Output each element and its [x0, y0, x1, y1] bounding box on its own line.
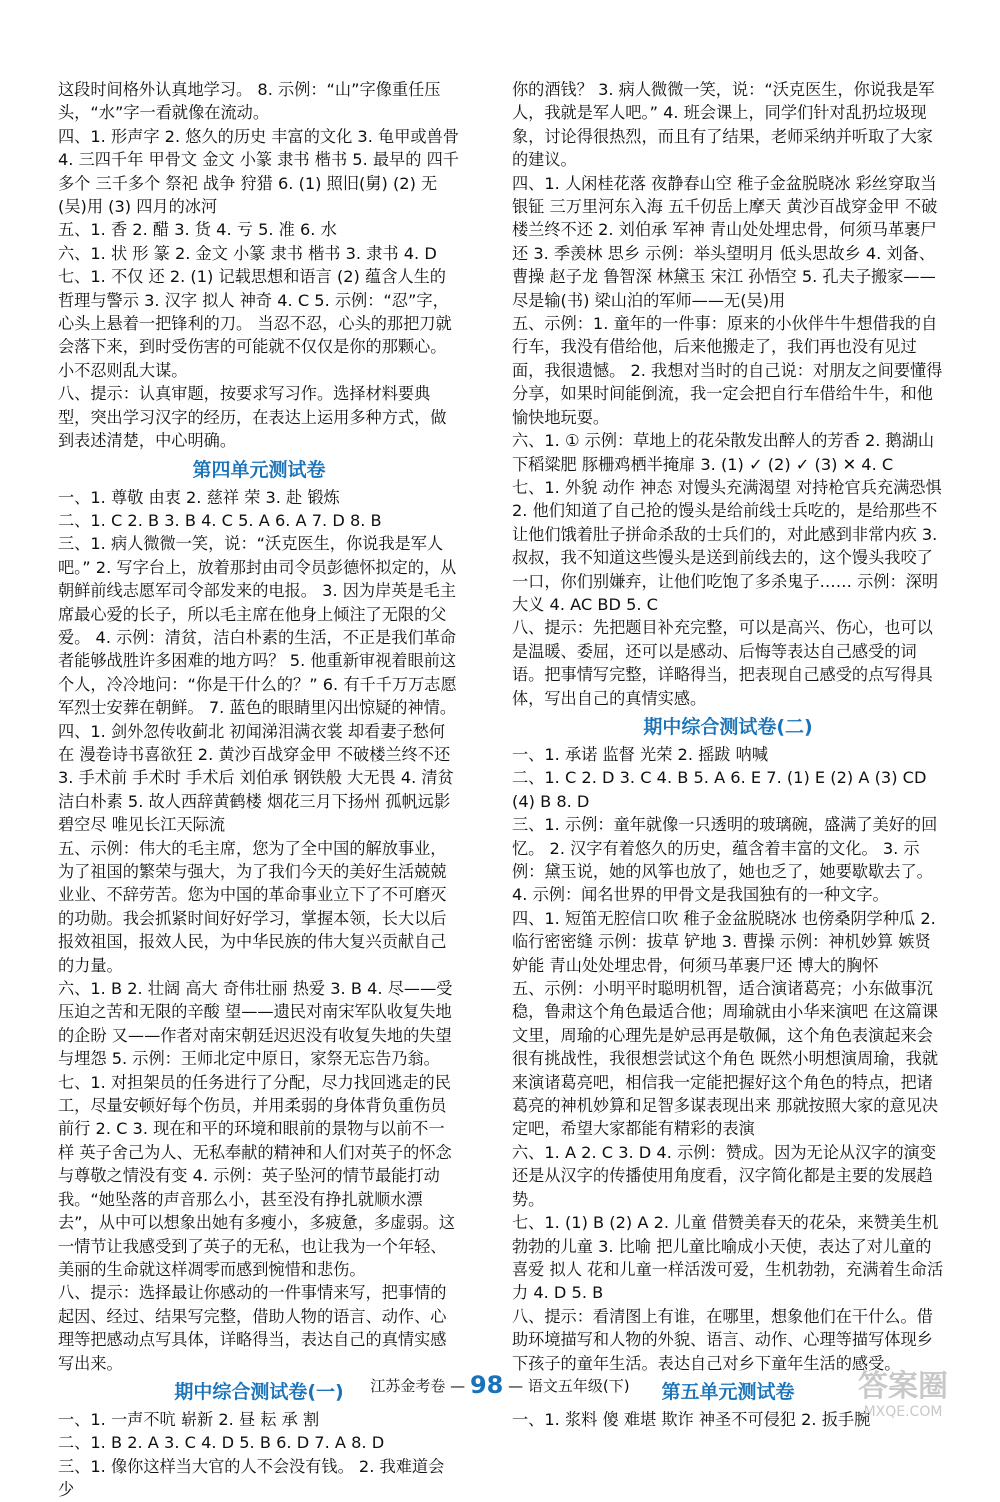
answer-paragraph: 五、示例：伟大的毛主席，您为了全中国的解放事业，为了祖国的繁荣与强大，为了我们今天的美好生活兢兢业业、不辞劳苦。您为中国的革命事业立下了不可磨灭的功勋。我会抓紧时间好好学习，掌握本领，长大以后报效祖国，报效人民，为中华民族的伟大复兴贡献自己的力量。: [58, 838, 447, 975]
answer-paragraph: 一、1. 浆料 傻 难堪 欺诈 神圣不可侵犯 2. 扳手腕: [512, 1409, 871, 1429]
footer-dash: —: [508, 1377, 524, 1395]
section-heading: 第四单元测试卷: [192, 458, 326, 481]
answer-paragraph: 四、1. 形声字 2. 悠久的历史 丰富的文化 3. 龟甲或兽骨 4. 三四千年 甲骨文 金文 小篆 隶书 楷书 5. 最早的 四千多个 三千多个 祭祀 战争 狩猎 6. (1) 照旧(舅) (2) 无(吴)用 (3) 四月的冰河: [58, 126, 465, 217]
answer-paragraph: 八、提示：选择最让你感动的一件事情来写，把事情的起因、经过、结果写完整，借助人物的语言、动作、心理等把感动点写具体，详略得当，表达自己的真情实感写出来。: [58, 1283, 447, 1373]
watermark-logo: [828, 1362, 978, 1420]
answer-paragraph: 八、提示：看清图上有谁，在哪里，想象他们在干什么。借助环境描写和人物的外貌、语言、动作、心理等描写体现乡下孩子的童年生活。表达自己对乡下童年生活的感受。: [512, 1306, 933, 1373]
answer-paragraph: 七、1. 不仅 还 2. (1) 记载思想和语言 (2) 蕴含人生的哲理与警示 3. 汉字 拟人 神奇 4. C 5. 示例：“忍”字，心头上悬着一把锋利的刀。 当忍不忍，心头的那把刀就会落下来，到时受伤害的可能就不仅仅是你的那颗心。小不忍则乱大谋。: [58, 267, 452, 380]
answer-paragraph: 六、1. 状 形 篆 2. 金文 小篆 隶书 楷书 3. 隶书 4. D: [58, 243, 437, 263]
answer-paragraph: 你的酒钱？ 3. 病人微微一笑，说：“沃克医生，你说我是军人，我就是军人吧。” 4. 班会课上，同学们针对乱扔垃圾现象，讨论得很热烈，而且有了结果，老师采纳并听取了大家的建议。: [512, 80, 935, 170]
footer-book-title: 江苏金考卷: [370, 1377, 446, 1395]
answer-paragraph: 六、1. ① 示例：草地上的花朵散发出醉人的芳香 2. 鹅湖山下稻粱肥 豚栅鸡栖半掩扉 3. (1) ✓ (2) ✓ (3) ✕ 4. C: [512, 431, 935, 474]
answer-paragraph: 四、1. 人闲桂花落 夜静春山空 稚子金盆脱晓冰 彩丝穿取当银钲 三万里河东入海 五千仞岳上摩天 黄沙百战穿金甲 不破楼兰终不还 2. 刘伯承 军神 青山处处埋忠骨，何须马革裹尸还 3. 季羡林 思乡 示例：举头望明月 低头思故乡 4. 刘备、曹操 赵子龙 鲁智深 林黛玉 宋江 孙悟空 5. 孔夫子搬家——尽是输(书) 梁山泊的军师——无(吴)用: [512, 173, 938, 310]
answer-paragraph: 七、1. 外貌 动作 神态 对馒头充满渴望 对持枪官兵充满恐惧 2. 他们知道了自己抢的馒头是给前线士兵吃的，是给那些不让他们饿着肚子拼命杀敌的士兵们的，对此感到非常内疚 3. 叔叔，我不知道这些馒头是送到前线去的，这个馒头我咬了一口，你们别嫌弃，让他们吃饱了多杀鬼子…… 示例：深明大义 4. AC BD 5. C: [512, 477, 947, 614]
section-heading: 期中综合测试卷(一): [174, 1380, 344, 1403]
watermark-subtext: MXQE.COM: [863, 1404, 943, 1420]
answer-paragraph: 二、1. B 2. A 3. C 4. D 5. B 6. D 7. A 8. D: [58, 1433, 385, 1453]
footer-dash: —: [450, 1377, 466, 1395]
answer-paragraph: 一、1. 一声不吭 崭新 2. 昼 耘 承 割: [58, 1409, 320, 1429]
section-heading: 期中综合测试卷(二): [643, 715, 813, 738]
answer-paragraph: 五、示例：小明平时聪明机智，适合演诸葛亮；小东做事沉稳，鲁肃这个角色最适合他；周瑜就由小华来演吧 在这篇课文里，周瑜的心理先是妒忌再是敬佩，这个角色表演起来会很有挑战性，我很想尝试这个角色 既然小明想演周瑜，我就来演诸葛亮吧，相信我一定能把握好这个角色的特点，把诸葛亮的神机妙算和足智多谋表现出来 那就按照大家的意见决定吧，希望大家都能有精彩的表演: [512, 979, 939, 1139]
answer-paragraph: 二、1. C 2. B 3. B 4. C 5. A 6. A 7. D 8. B: [58, 510, 382, 530]
answer-paragraph: 一、1. 承诺 监督 光荣 2. 摇跋 呐喊: [512, 744, 769, 764]
answer-paragraph: 七、1. (1) B (2) A 2. 儿童 借赞美春天的花朵，来赞美生机勃勃的儿童 3. 比喻 把儿童比喻成小天使，表达了对儿童的喜爱 拟人 花和儿童一样活泼可爱，生机勃勃，充满着生命活力 4. D 5. B: [512, 1213, 944, 1303]
answer-paragraph: 四、1. 短笛无腔信口吹 稚子金盆脱晓冰 也傍桑阴学种瓜 2. 临行密密缝 示例：拔草 铲地 3. 曹操 示例：神机妙算 嫉贤妒能 青山处处埋忠骨，何须马革裹尸还 博大的胸怀: [512, 908, 941, 975]
answer-paragraph: 四、1. 剑外忽传收蓟北 初闻涕泪满衣裳 却看妻子愁何在 漫卷诗书喜欲狂 2. 黄沙百战穿金甲 不破楼兰终不还 3. 手术前 手术时 手术后 刘伯承 钢铁般 大无畏 4. 清贫 洁白朴素 5. 故人西辞黄鹤楼 烟花三月下扬州 孤帆远影碧空尽 唯见长江天际流: [58, 721, 459, 835]
left-column: [58, 78, 465, 1502]
answer-paragraph: 二、1. C 2. D 3. C 4. B 5. A 6. E 7. (1) E (2) A (3) CD (4) B 8. D: [512, 768, 932, 811]
answer-paragraph: 三、1. 病人微微一笑，说：“沃克医生，你说我是军人吧。” 2. 写字台上，放着那封由司令员彭德怀拟定的，从朝鲜前线志愿军司令部发来的电报。 3. 因为岸英是毛主席最心爱的长子，所以毛主席在他身上倾注了无限的父爱。 4. 示例：清贫，洁白朴素的生活，不正是我们革命者能够战胜许多困难的地方吗？ 5. 他重新审视着眼前这个人，冷冷地问：“你是干什么的？” 6. 有千千万万志愿军烈士安葬在朝鲜。 7. 蓝色的眼睛里闪出惊疑的神情。: [58, 534, 457, 718]
answer-paragraph: 一、1. 尊敬 由衷 2. 慈祥 荣 3. 赴 锻炼: [58, 487, 340, 507]
right-column: [512, 78, 947, 1431]
answer-paragraph: 三、1. 示例：童年就像一只透明的玻璃碗，盛满了美好的回忆。 2. 汉字有着悠久的历史，蕴含着丰富的文化。 3. 示例：黛玉说，她的风筝也放了，她也乏了，她要歇歇去了。 4. 示例：闻名世界的甲骨文是我国独有的一种文字。: [512, 815, 939, 905]
answer-paragraph: 八、提示：先把题目补充完整，可以是高兴、伤心，也可以是温暖、委屈，还可以是感动、后悔等表达自己感受的词语。把事情写完整，详略得当，把表现自己感受的点写得具体，写出自己的真情实感。: [512, 618, 933, 708]
page-number: 98: [469, 1371, 504, 1399]
answer-paragraph: 七、1. 对担架员的任务进行了分配，尽力找回逃走的民工，尽量安顿好每个伤员，并用柔弱的身体背负重伤员前行 2. C 3. 现在和平的环境和眼前的景物与以前不一样 英子舍己为人、无私奉献的精神和人们对英子的怀念与尊敬之情没有变 4. 示例：英子坠河的情节最能打动我。“她坠落的声音那么小，甚至没有挣扎就顺水漂去”，从中可以想象出她有多瘦小，多疲惫，多虚弱。这一情节让我感受到了英子的无私，也让我为一个年轻、美丽的生命就这样凋零而感到惋惜和悲伤。: [58, 1072, 455, 1279]
watermark-text: 答案圈: [858, 1369, 948, 1404]
answer-paragraph: 五、1. 香 2. 醋 3. 货 4. 亏 5. 准 6. 水: [58, 220, 337, 240]
answer-paragraph: 六、1. A 2. C 3. D 4. 示例：赞成。因为无论从汉字的演变还是从汉字的传播使用角度看，汉字简化都是主要的发展趋势。: [512, 1142, 937, 1209]
answer-paragraph: 五、示例：1. 童年的一件事：原来的小伙伴牛牛想借我的自行车，我没有借给他，后来他搬走了，我们再也没有见过面，我很遗憾。 2. 我想对当时的自己说：对朋友之间要懂得分享，如果时间能倒流，我一定会把自行车借给牛牛，和他愉快地玩耍。: [512, 314, 943, 427]
answer-paragraph: 这段时间格外认真地学习。 8. 示例：“山”字像重任压头，“水”字一看就像在流动。: [58, 80, 441, 123]
section-heading: 第五单元测试卷: [661, 1380, 795, 1403]
answer-paragraph: 三、1. 像你这样当大官的人不会没有钱。 2. 我难道会少: [58, 1456, 445, 1500]
footer-subject: 语文五年级(下): [527, 1377, 630, 1395]
answer-paragraph: 六、1. B 2. 壮阔 高大 奇伟壮丽 热爱 3. B 4. 尽——受压迫之苦和无限的辛酸 望——遗民对南宋军队收复失地的企盼 又——作者对南宋朝廷迟迟没有收复失地的失望与埋怨 5. 示例：王师北定中原日，家祭无忘告乃翁。: [58, 979, 453, 1069]
answer-paragraph: 八、提示：认真审题，按要求写习作。选择材料要典型，突出学习汉字的经历，在表达上运用多种方式，做到表述清楚，中心明确。: [58, 384, 447, 451]
